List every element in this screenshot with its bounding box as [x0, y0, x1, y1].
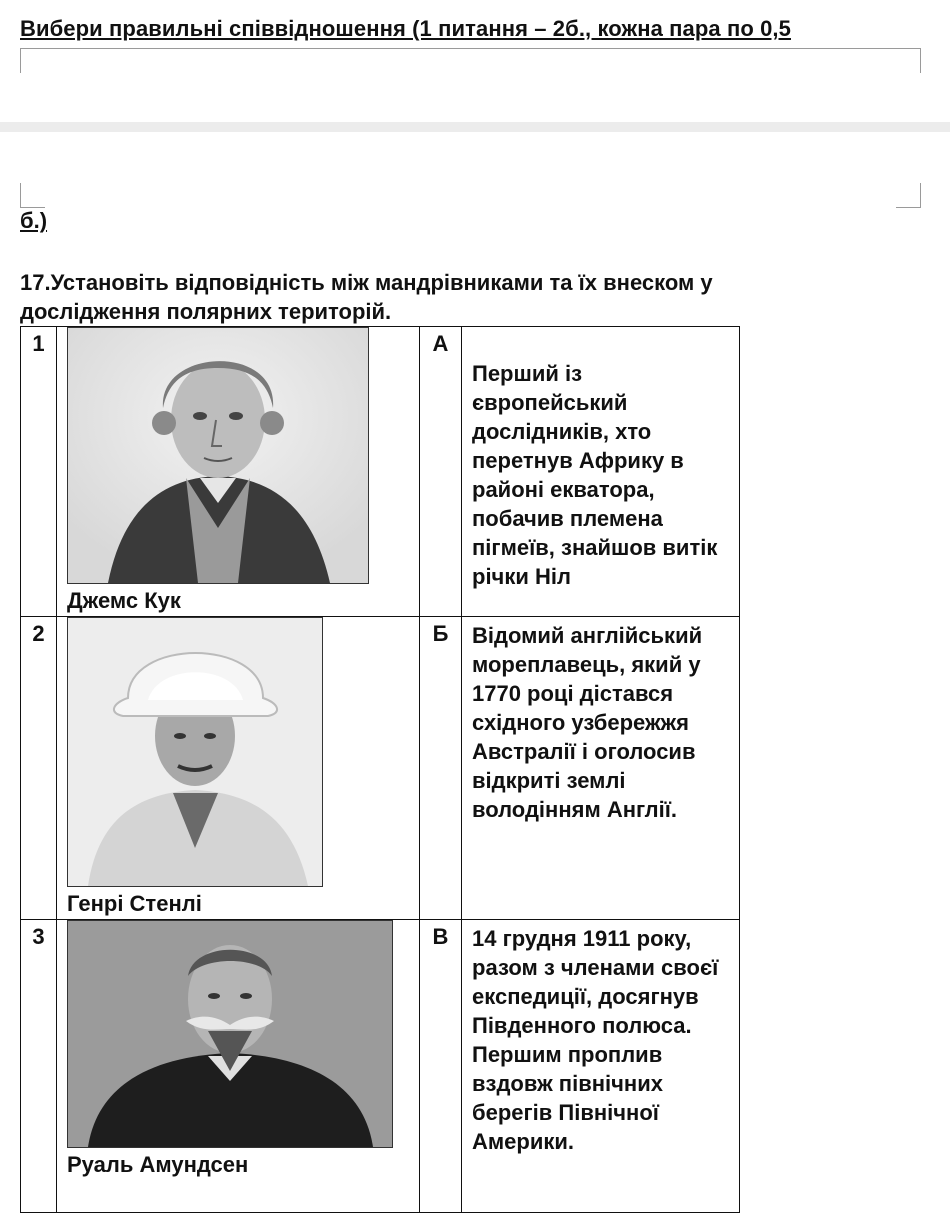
contribution-text: 14 грудня 1911 року, разом з членами своєї експедиції, досягнув Південного полюса. Першим проплив вздовж північних берегів Північної Америки. — [462, 920, 740, 1213]
row-number: 3 — [21, 920, 57, 1213]
table-row — [21, 617, 740, 920]
page-break-gap — [0, 122, 950, 132]
answer-letter: В — [420, 920, 462, 1213]
traveler-name: Джемс Кук — [67, 588, 181, 613]
traveler-cell — [57, 327, 420, 617]
page-corner-mark — [20, 183, 45, 208]
question-text: 17.Установіть відповідність між мандрівниками та їх внеском у дослідження полярних територій. — [20, 270, 713, 324]
page-corner-mark — [20, 48, 45, 73]
portrait-cook-icon — [67, 327, 369, 584]
instruction-heading: Вибери правильні співвідношення (1 питання – 2б., кожна пара по 0,5 — [20, 16, 791, 41]
answer-letter: А — [420, 327, 462, 617]
traveler-cell — [57, 920, 420, 1213]
row-number: 2 — [21, 617, 57, 920]
page-top-rule — [44, 48, 896, 49]
portrait-amundsen-icon — [67, 920, 393, 1148]
traveler-name: Генрі Стенлі — [67, 891, 202, 916]
portrait-stanley-icon — [67, 617, 323, 887]
matching-table — [20, 326, 740, 1213]
table-row — [21, 920, 740, 1213]
answer-letter: Б — [420, 617, 462, 920]
instruction-heading-continued: б.) — [20, 208, 48, 233]
traveler-name: Руаль Амундсен — [67, 1152, 249, 1177]
page-corner-mark — [896, 183, 921, 208]
contribution-text: Перший із європейський дослідників, хто перетнув Африку в районі екватора, побачив племена пігмеїв, знайшов витік річки Ніл — [462, 327, 740, 617]
contribution-text: Відомий англійський мореплавець, який у 1770 році дістався східного узбережжя Австралії і оголосив відкриті землі володінням Англії. — [462, 617, 740, 920]
row-number: 1 — [21, 327, 57, 617]
traveler-cell — [57, 617, 420, 920]
table-row — [21, 327, 740, 617]
page-corner-mark — [896, 48, 921, 73]
